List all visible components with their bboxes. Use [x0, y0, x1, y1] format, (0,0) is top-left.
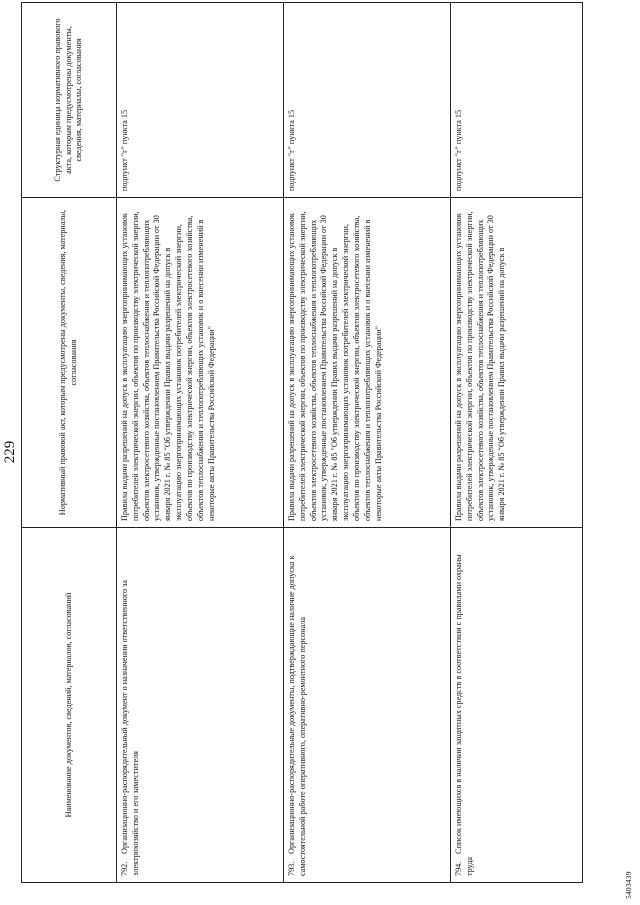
row-act: Правила выдачи разрешений на допуск в эксплуатацию энергопринимающих установок потребителей электрической энергии, объектов по производству электрической энергии, объектов электросетевого хозяйства, объектов теплоснабжения и теплопотребляющих установок, утвержденные постановлением Правительства Российской Федерации от 30 января 2021 г. № 85 "Об утверждении Правил выдачи разрешений на допуск в эксплуатацию энергопринимающих установок потребителей электрической энергии, объектов по производству электрической энергии, объектов электросетевого хозяйства, объектов теплоснабжения и теплопотребляющих установок и о внесении изменений в некоторые акты Правительства Российской Федерации" — [117, 198, 284, 528]
row-act: Правила выдачи разрешений на допуск в эксплуатацию энергопринимающих установок потребителей электрической энергии, объектов по производству электрической энергии, объектов электросетевого хозяйства, объектов теплоснабжения и теплопотребляющих установок, утвержденные постановлением Правительства Российской Федерации от 30 января 2021 г. № 85 "Об утверждении Правил выдачи разрешений на допуск в — [451, 198, 583, 528]
header-name: Наименование документов, сведений, материалов, согласований — [22, 528, 117, 883]
table-header-row — [22, 3, 117, 883]
page-number: 229 — [2, 440, 18, 464]
row-act: Правила выдачи разрешений на допуск в эксплуатацию энергопринимающих установок потребителей электрической энергии, объектов по производству электрической энергии, объектов электросетевого хозяйства, объектов теплоснабжения и теплопотребляющих установок, утвержденные постановлением Правительства Российской Федерации от 30 января 2021 г. № 85 "Об утверждении Правил выдачи разрешений на допуск в эксплуатацию энергопринимающих установок потребителей электрической энергии, объектов по производству электрической энергии, объектов электросетевого хозяйства, объектов теплоснабжения и теплопотребляющих установок и о внесении изменений в некоторые акты Правительства Российской Федерации" — [284, 198, 451, 528]
row-number: 793. — [287, 861, 296, 876]
document-id: 5403439 — [624, 871, 633, 899]
header-unit: Структурная единица нормативного правового акта, которым предусмотрены документы, сведения, материалы, согласования — [22, 3, 117, 198]
row-unit: подпункт "г" пункта 15 — [451, 3, 583, 198]
row-unit: подпункт "г" пункта 15 — [284, 3, 451, 198]
row-number: 792. — [120, 861, 129, 876]
header-act: Нормативный правовой акт, которым предусмотрены документы, сведения, материалы, согласования — [22, 198, 117, 528]
row-name-cell — [117, 528, 284, 883]
row-name: Организационно-распорядительный документ о назначении ответственного за электрохозяйство и его заместителя — [120, 579, 140, 876]
row-number: 794. — [454, 861, 463, 876]
table-row — [117, 3, 284, 883]
row-name-cell — [451, 528, 583, 883]
row-unit: подпункт "г" пункта 15 — [117, 3, 284, 198]
row-name: Организационно-распорядительные документы, подтверждающие наличие допуска к самостоятельной работе оперативного, оперативно-ремонтного персонала — [287, 555, 307, 876]
regulation-table — [21, 2, 583, 883]
table-row — [284, 3, 451, 883]
row-name: Список имеющихся в наличии защитных средств в соответствии с правилами охраны труда — [454, 554, 474, 876]
table-row — [451, 3, 583, 883]
row-name-cell — [284, 528, 451, 883]
